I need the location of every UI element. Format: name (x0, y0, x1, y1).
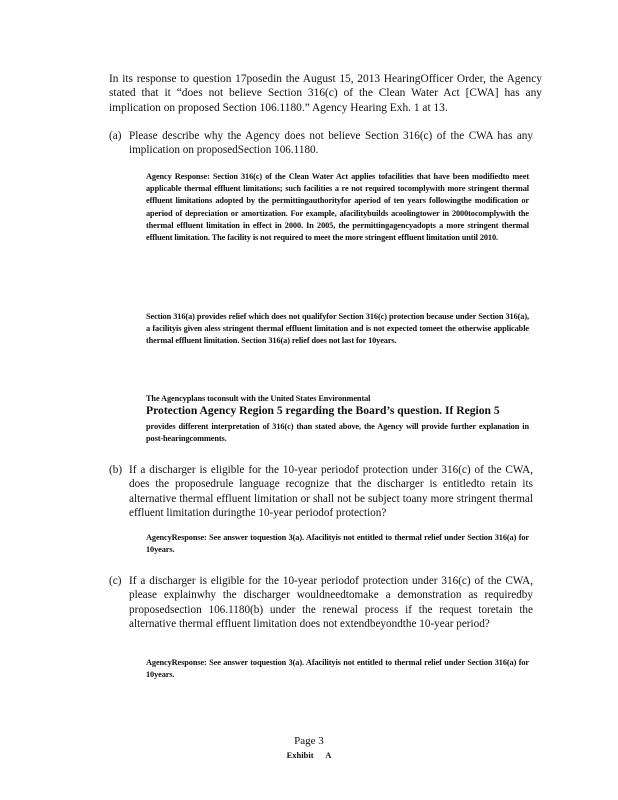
question-a-body: Please describe why the Agency does not believe Section 316(c) of the CWA has any implication on proposedSection 106.1180. (129, 130, 533, 157)
page-number: Page 3 (294, 735, 324, 747)
question-a-label: (a) (109, 130, 122, 142)
response-a-paragraph-3-line-1: The Agencyplans toconsult with the United States Environmental (146, 394, 371, 403)
question-b-label: (b) (109, 464, 123, 476)
question-b-text: If a discharger is eligible for the 10-year periodof protection under 316(c) of the CWA, does the proposedrule language recognize that the discharger is entitledto retain its alternative thermal effluent limitation or shall not be subject toany more stringent thermal effluent limitation duringthe 10-year periodof protection? (129, 464, 533, 520)
response-c: AgencyResponse: See answer toquestion 3(a). Afacilityis not entitled to thermal relief under Section 316(a) for 10years. (146, 658, 529, 680)
intro-paragraph: In its response to question 17posedin the August 15, 2013 HearingOfficer Order, the Agency stated that it “does not believe Section 316(c) of the Clean Water Act [CWA] has any implication on proposed Section 106.1180.” Agency Hearing Exh. 1 at 13. (109, 73, 542, 114)
response-a-paragraph-3-highlight: Protection Agency Region 5 regarding the Board’s question. If Region 5 (146, 404, 500, 417)
response-a-paragraph-2: Section 316(a) provides relief which does not qualifyfor Section 316(c) protection because under Section 316(a), a facilityis given aless stringent thermal effluent limitation and is not expected tomeet the otherwise applicable thermal effluent limitation. Section 316(a) relief does not last for 10years. (146, 312, 529, 346)
question-c-label: (c) (109, 575, 122, 587)
question-c-text: If a discharger is eligible for the 10-year periodof protection under 316(c) of the CWA, please explainwhy the discharger wouldneedtomake a demonstration as requiredby proposedsection 106.1180(b) under the renewal process if the request toretain the alternative thermal effluent limitation does not extendbeyondthe 10-year period? (129, 575, 533, 631)
exhibit-label: Exhibit A (286, 750, 332, 760)
response-a-paragraph-1: Agency Response: Section 316(c) of the Clean Water Act applies tofacilities that have been modifiedto meet applicable thermal effluent limitations; such facilities a re not required tocomplywith more stringent thermal effluent limitations adopted by the permittingauthorityfor aperiod of ten years followingthe modification or aperiod of depreciation or amortization. For example, afacilitybuilds acoolingtower in 2000tocomplywith the thermal effluent limitation in effect in 2000. In 2005, the permittingagencyadopts a more stringent thermal effluent limitation. The facility is not required to meet the more stringent effluent limitation until 2010. (146, 172, 529, 243)
response-a-paragraph-3-rest: provides different interpretation of 316(c) than stated above, the Agency will provide further explanation in post-hearingcomments. (146, 422, 529, 444)
question-a-text (129, 129, 533, 158)
response-b: AgencyResponse: See answer toquestion 3(a). Afacilityis not entitled to thermal relief under Section 316(a) for 10years. (146, 533, 529, 555)
